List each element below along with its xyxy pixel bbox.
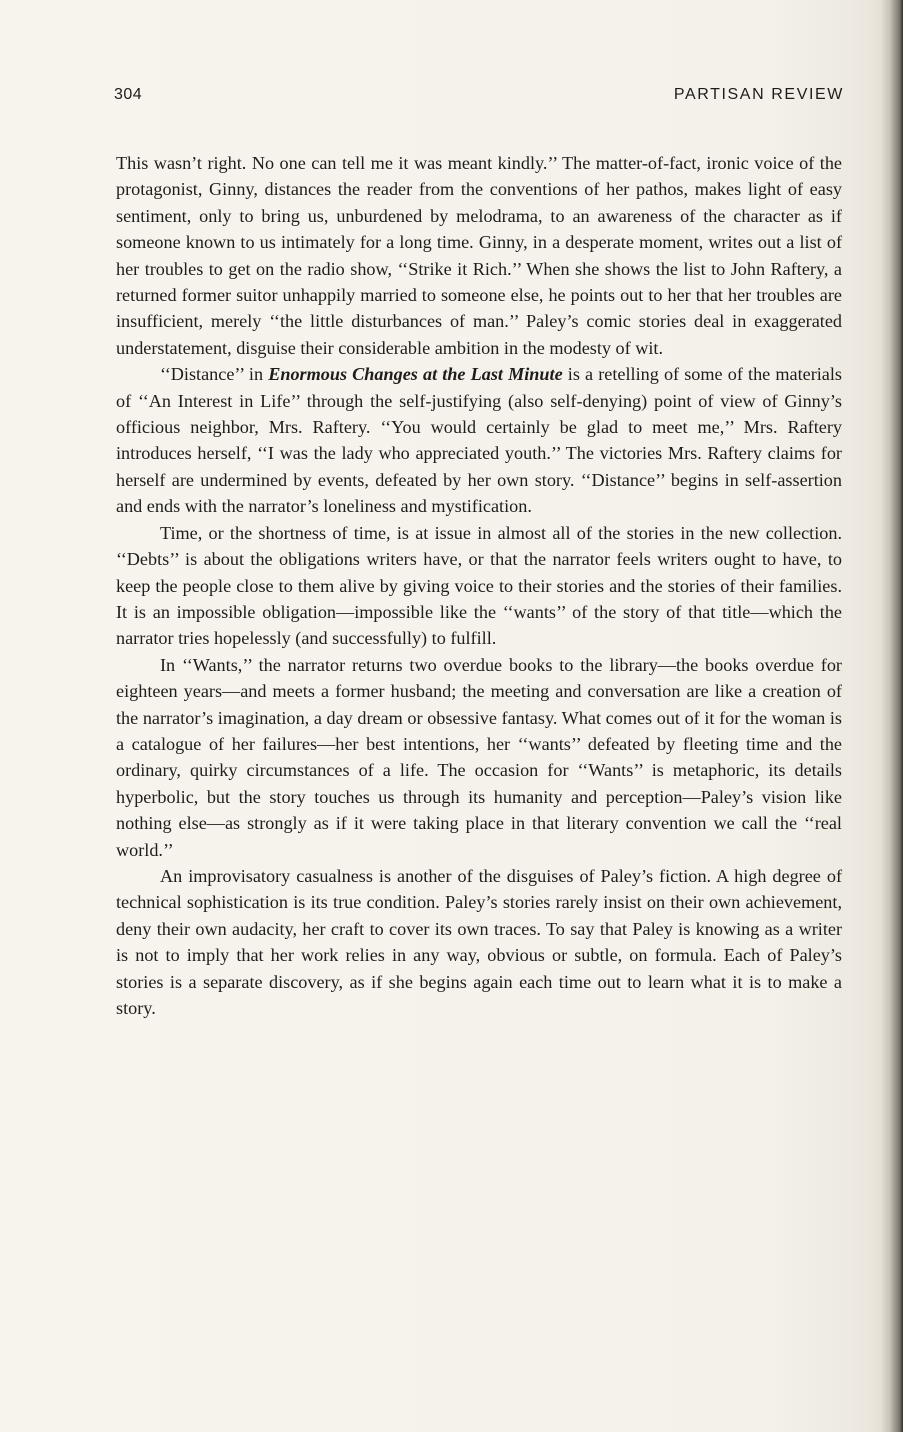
text-run: is a retelling of some of the materials of ‘‘An Interest in Life’’ through the self-justifying (also self-denying) point of view of Ginny’s officious neighbor, Mrs. Raftery. ‘‘You would certainly be glad to meet me,’’ Mrs. Raftery introduces herself, ‘‘I was the lady who appreciated youth.’’ The victories Mrs. Raftery claims for herself are undermined by events, defeated by her own story. ‘‘Distance’’ begins in self-assertion and ends with the narrator’s loneliness and mystification. [116, 364, 843, 517]
paragraph [116, 863, 842, 1021]
page-number: 304 [114, 86, 143, 103]
text-run: In ‘‘Wants,’’ the narrator returns two overdue books to the library—the books overdue for eighteen years—and meets a former husband; the meeting and conversation are like a creation of the narrator’s imagination, a day dream or obsessive fantasy. What comes out of it for the woman is a catalogue of her failures—her best intentions, her ‘‘wants’’ defeated by fleeting time and the ordinary, quirky circumstances of a life. The occasion for ‘‘Wants’’ is metaphoric, its details hyperbolic, but the story touches us through its humanity and perception—Paley’s vision like nothing else—as strongly as if it were taking place in that literary convention we call the ‘‘real world.’’ [116, 654, 842, 860]
paragraph [116, 520, 842, 652]
text-run: Time, or the shortness of time, is at issue in almost all of the stories in the new collection. ‘‘Debts’’ is about the obligations writers have, or that the narrator feels writers ought to have, to keep the people close to them alive by giving voice to their stories and the stories of their families. It is an impossible obligation—impossible like the ‘‘wants’’ of the story of that title—which the narrator tries hopelessly (and successfully) to fulfill. [116, 522, 842, 649]
page-header [114, 86, 844, 110]
running-head: PARTISAN REVIEW [673, 86, 844, 103]
text-run: An improvisatory casualness is another of the disguises of Paley’s fiction. A high degree of technical sophistication is its true condition. Paley’s stories rarely insist on their own achievement, deny their own audacity, her craft to cover its own traces. To say that Paley is knowing as a writer is not to imply that her work relies in any way, obvious or subtle, on formula. Each of Paley’s stories is a separate discovery, as if she begins again each time out to learn what it is to make a story. [116, 865, 842, 1018]
paragraph [116, 652, 842, 863]
body-text [116, 150, 842, 1021]
paragraph [116, 361, 842, 519]
binding-shadow [881, 0, 903, 1432]
paragraph [116, 150, 842, 361]
text-run: ‘‘Distance’’ in [160, 364, 269, 385]
text-run: This wasn’t right. No one can tell me it was meant kindly.’’ The matter-of-fact, ironic voice of the protagonist, Ginny, distances the reader from the conventions of her pathos, makes light of easy sentiment, only to bring us, unburdened by melodrama, to an awareness of the character as if someone known to us intimately for a long time. Ginny, in a desperate moment, writes out a list of her troubles to get on the radio show, ‘‘Strike it Rich.’’ When she shows the list to John Raftery, a returned former suitor unhappily married to someone else, he points out to her that her troubles are insufficient, merely ‘‘the little disturbances of man.’’ Paley’s comic stories deal in exaggerated understatement, disguise their considerable ambition in the modesty of wit. [116, 153, 842, 358]
book-title: Enormous Changes at the Last Minute [268, 364, 563, 385]
